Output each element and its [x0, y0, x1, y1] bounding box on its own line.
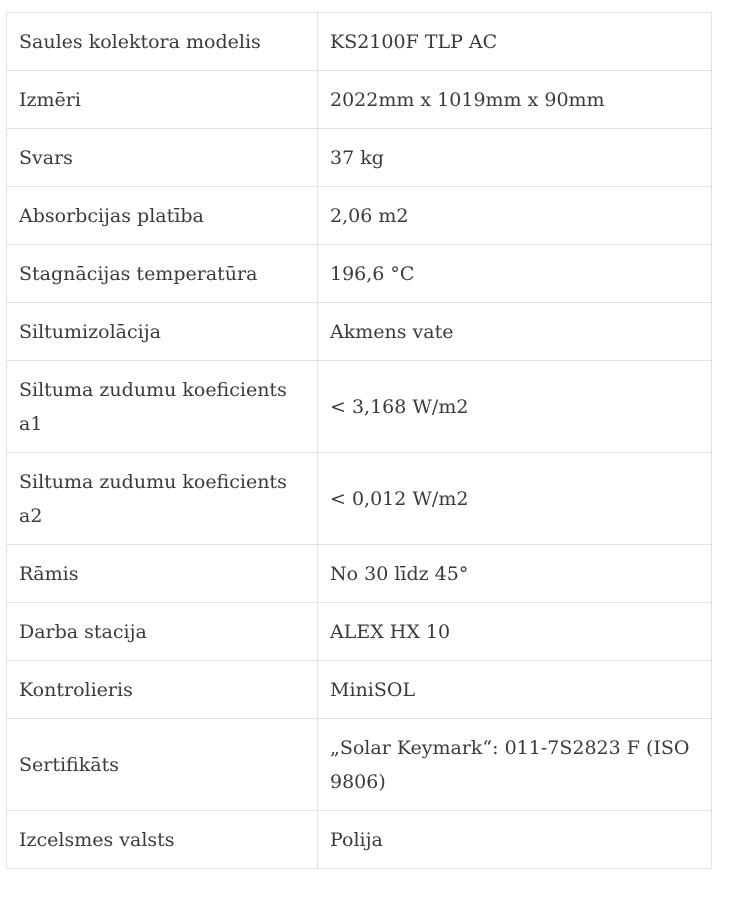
row-value: 37 kg [318, 129, 712, 187]
row-value: 196,6 °C [318, 245, 712, 303]
row-value: 2,06 m2 [318, 187, 712, 245]
row-label: Absorbcijas platība [7, 187, 318, 245]
row-value: Polija [318, 811, 712, 869]
table-row [7, 245, 712, 303]
table-row [7, 187, 712, 245]
row-label: Svars [7, 129, 318, 187]
row-label: Sertifikāts [7, 719, 318, 811]
row-value: < 0,012 W/m2 [318, 453, 712, 545]
table-row [7, 361, 712, 453]
row-value: MiniSOL [318, 661, 712, 719]
table-row [7, 719, 712, 811]
table-row [7, 129, 712, 187]
table-row [7, 303, 712, 361]
row-label: Siltumizolācija [7, 303, 318, 361]
row-label: Stagnācijas temperatūra [7, 245, 318, 303]
table-row [7, 545, 712, 603]
row-label: Kontrolieris [7, 661, 318, 719]
row-value: 2022mm x 1019mm x 90mm [318, 71, 712, 129]
row-label: Siltuma zudumu koeficients a1 [7, 361, 318, 453]
row-label: Darba stacija [7, 603, 318, 661]
row-value: No 30 līdz 45° [318, 545, 712, 603]
row-label: Izmēri [7, 71, 318, 129]
row-value: KS2100F TLP AC [318, 13, 712, 71]
table-row [7, 811, 712, 869]
table-row [7, 661, 712, 719]
table-row [7, 13, 712, 71]
row-label: Izcelsmes valsts [7, 811, 318, 869]
row-label: Saules kolektora modelis [7, 13, 318, 71]
table-row [7, 71, 712, 129]
row-label: Rāmis [7, 545, 318, 603]
table-row [7, 603, 712, 661]
row-value: „Solar Keymark“: 011-7S2823 F (ISO 9806) [318, 719, 712, 811]
spec-table [6, 12, 712, 869]
row-value: < 3,168 W/m2 [318, 361, 712, 453]
row-label: Siltuma zudumu koeficients a2 [7, 453, 318, 545]
row-value: ALEX HX 10 [318, 603, 712, 661]
table-row [7, 453, 712, 545]
row-value: Akmens vate [318, 303, 712, 361]
